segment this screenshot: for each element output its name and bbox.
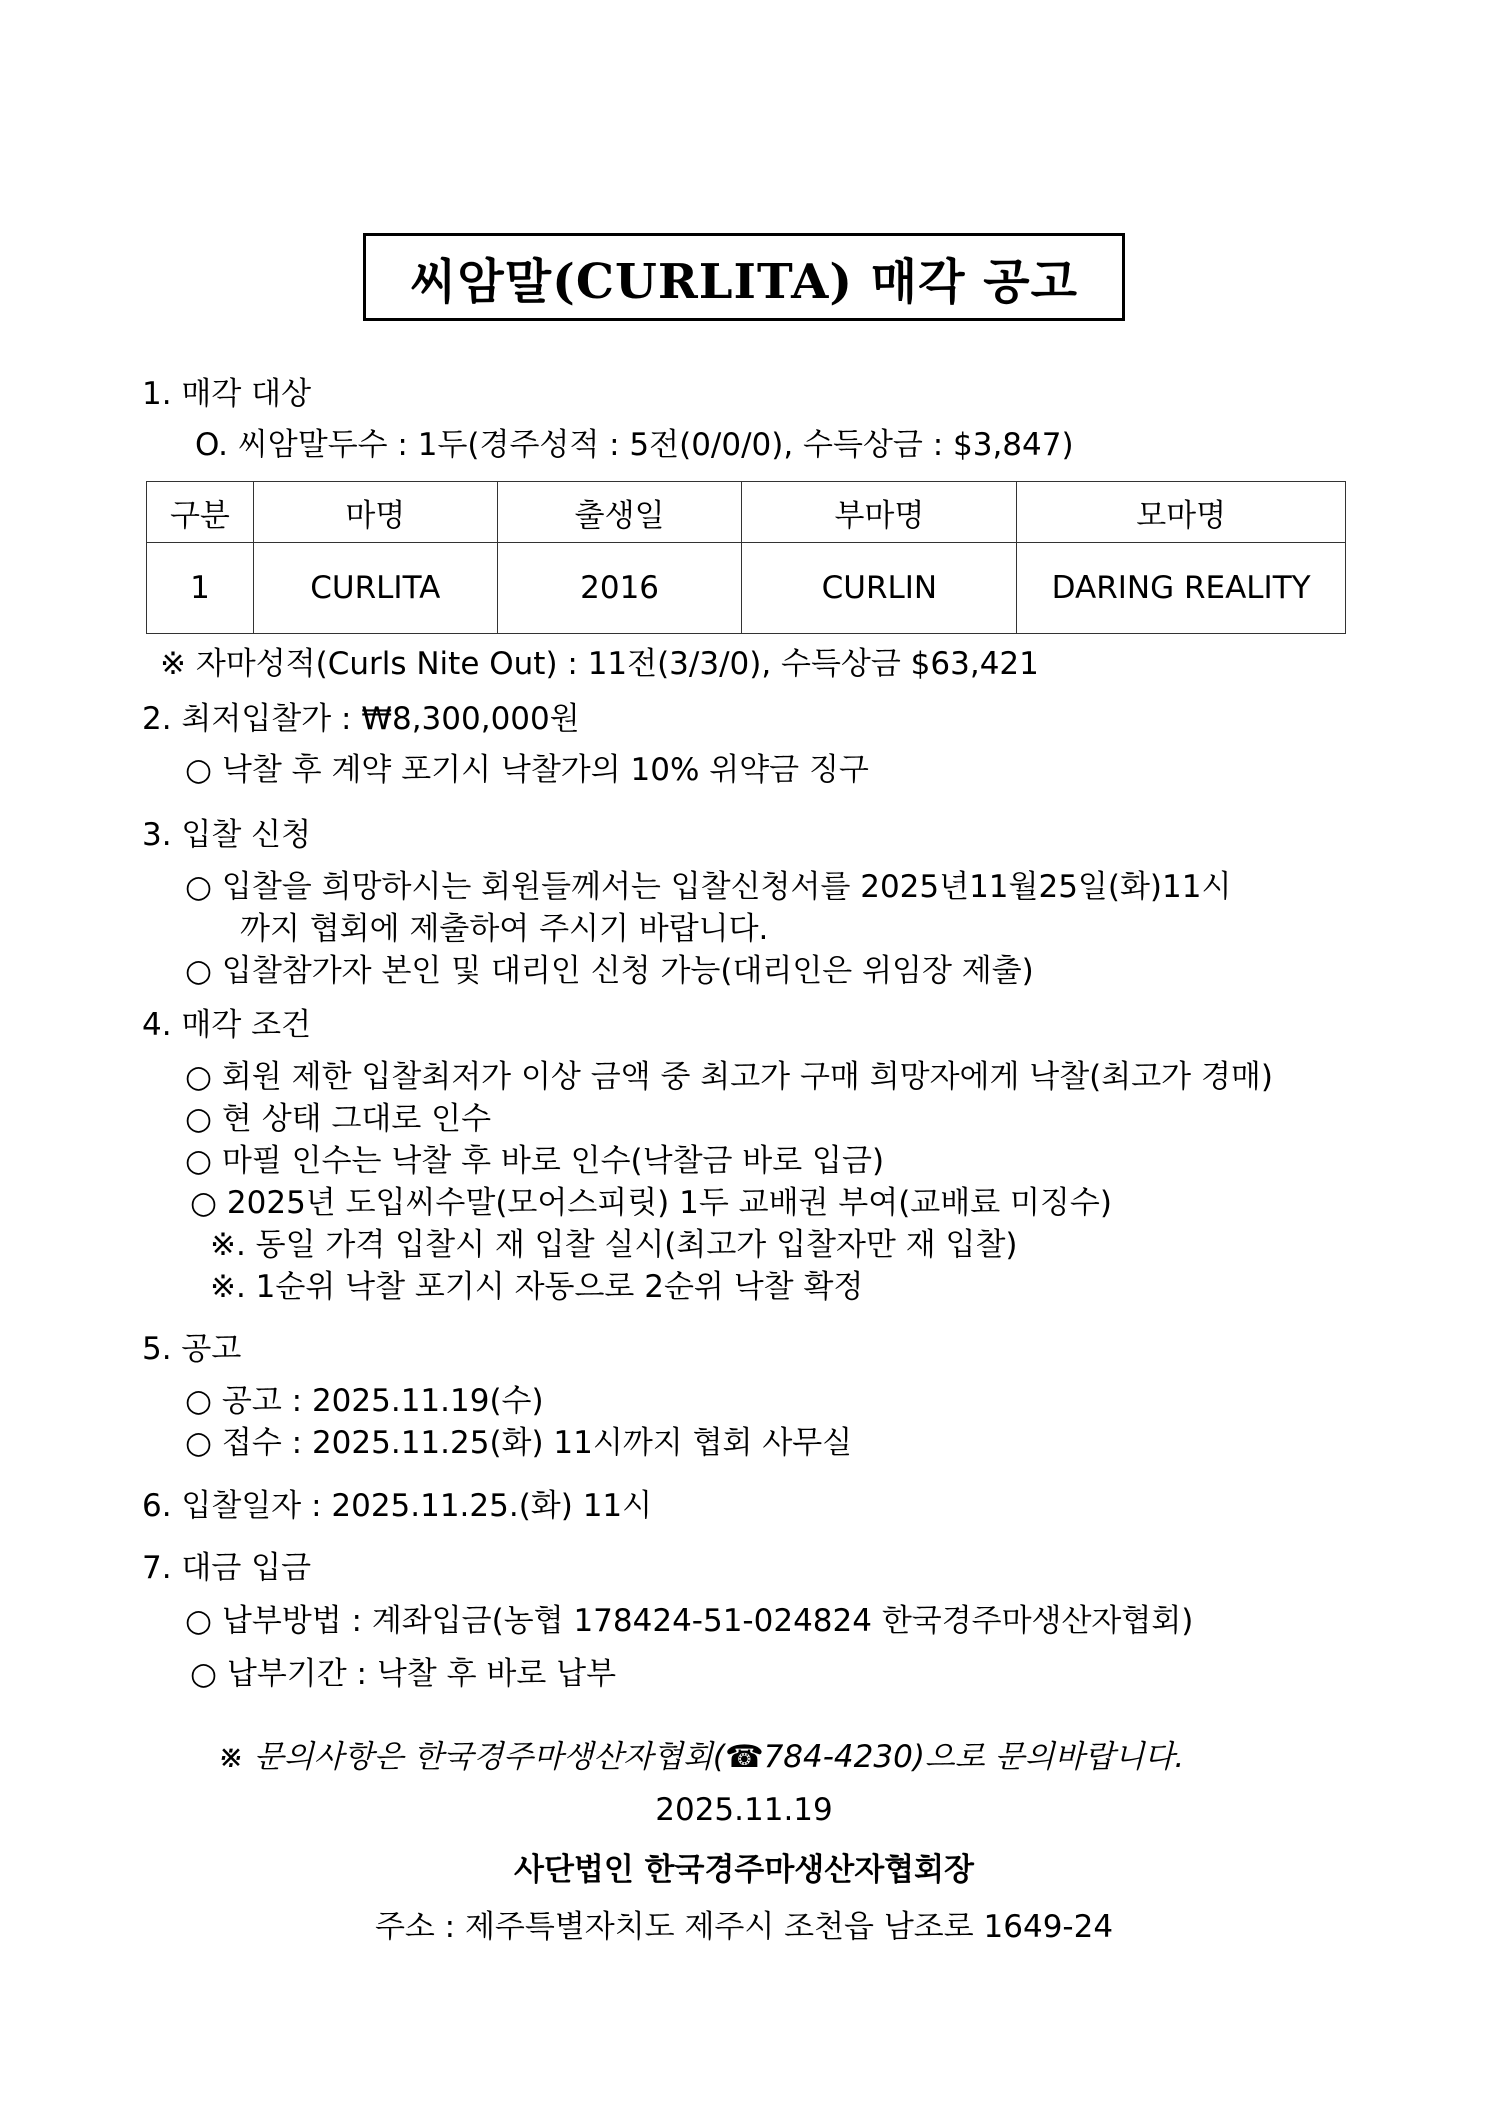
table-cell: CURLIN	[742, 543, 1017, 634]
section-1-note: ※ 자마성적(Curls Nite Out) : 11전(3/3/0), 수득상금 $63,421	[160, 646, 1039, 682]
section-1-heading: 1. 매각 대상	[142, 376, 312, 412]
section-2-heading: 2. 최저입찰가 : ₩8,300,000원	[142, 701, 580, 737]
section-2-item: ○ 낙찰 후 계약 포기시 낙찰가의 10% 위약금 징구	[185, 752, 869, 788]
section-7-heading: 7. 대금 입금	[142, 1550, 312, 1586]
table-header-cell: 부마명	[742, 482, 1017, 543]
section-4-item: ○ 현 상태 그대로 인수	[185, 1101, 492, 1137]
table-header-cell: 출생일	[497, 482, 742, 543]
table-row	[147, 543, 1346, 634]
document-title: 씨암말(CURLITA) 매각 공고	[363, 233, 1125, 321]
table-header-row	[147, 482, 1346, 543]
section-4-heading: 4. 매각 조건	[142, 1007, 312, 1043]
section-4-item: ○ 2025년 도입씨수말(모어스피릿) 1두 교배권 부여(교배료 미징수)	[190, 1185, 1112, 1221]
issuer-address: 주소 : 제주특별자치도 제주시 조천읍 남조로 1649-24	[374, 1909, 1114, 1945]
section-7-item: ○ 납부방법 : 계좌입금(농협 178424-51-024824 한국경주마생산자협회)	[185, 1603, 1194, 1639]
section-6-heading: 6. 입찰일자 : 2025.11.25.(화) 11시	[142, 1488, 653, 1524]
section-4-note: ※. 1순위 낙찰 포기시 자동으로 2순위 낙찰 확정	[210, 1269, 864, 1305]
table-cell: DARING REALITY	[1017, 543, 1346, 634]
table-cell: CURLITA	[253, 543, 497, 634]
section-3-heading: 3. 입찰 신청	[142, 817, 312, 853]
table-header-cell: 구분	[147, 482, 254, 543]
table-cell: 1	[147, 543, 254, 634]
section-3-item-1: ○ 입찰을 희망하시는 회원들께서는 입찰신청서를 2025년11월25일(화)11시	[185, 869, 1232, 905]
table-cell: 2016	[497, 543, 742, 634]
notice-date: 2025.11.19	[655, 1792, 833, 1828]
section-5-item: ○ 공고 : 2025.11.19(수)	[185, 1383, 544, 1419]
section-3-item-2: ○ 입찰참가자 본인 및 대리인 신청 가능(대리인은 위임장 제출)	[185, 953, 1034, 989]
section-4-note: ※. 동일 가격 입찰시 재 입찰 실시(최고가 입찰자만 재 입찰)	[210, 1227, 1018, 1263]
section-7-item: ○ 납부기간 : 낙찰 후 바로 납부	[190, 1656, 617, 1692]
section-1-summary: O. 씨암말두수 : 1두(경주성적 : 5전(0/0/0), 수득상금 : $3,847)	[195, 427, 1074, 463]
section-4-item: ○ 마필 인수는 낙찰 후 바로 인수(낙찰금 바로 입금)	[185, 1143, 885, 1179]
issuer-name: 사단법인 한국경주마생산자협회장	[514, 1852, 974, 1888]
section-3-item-1-cont: 까지 협회에 제출하여 주시기 바랍니다.	[240, 911, 769, 947]
horse-table	[146, 481, 1346, 634]
section-5-item: ○ 접수 : 2025.11.25(화) 11시까지 협회 사무실	[185, 1425, 853, 1461]
table-header-cell: 모마명	[1017, 482, 1346, 543]
section-4-item: ○ 회원 제한 입찰최저가 이상 금액 중 최고가 구매 희망자에게 낙찰(최고가 경매)	[185, 1059, 1273, 1095]
table-header-cell: 마명	[253, 482, 497, 543]
inquiry-note: ※ 문의사항은 한국경주마생산자협회(☎784-4230)으로 문의바랍니다.	[218, 1739, 1185, 1775]
section-5-heading: 5. 공고	[142, 1331, 242, 1367]
